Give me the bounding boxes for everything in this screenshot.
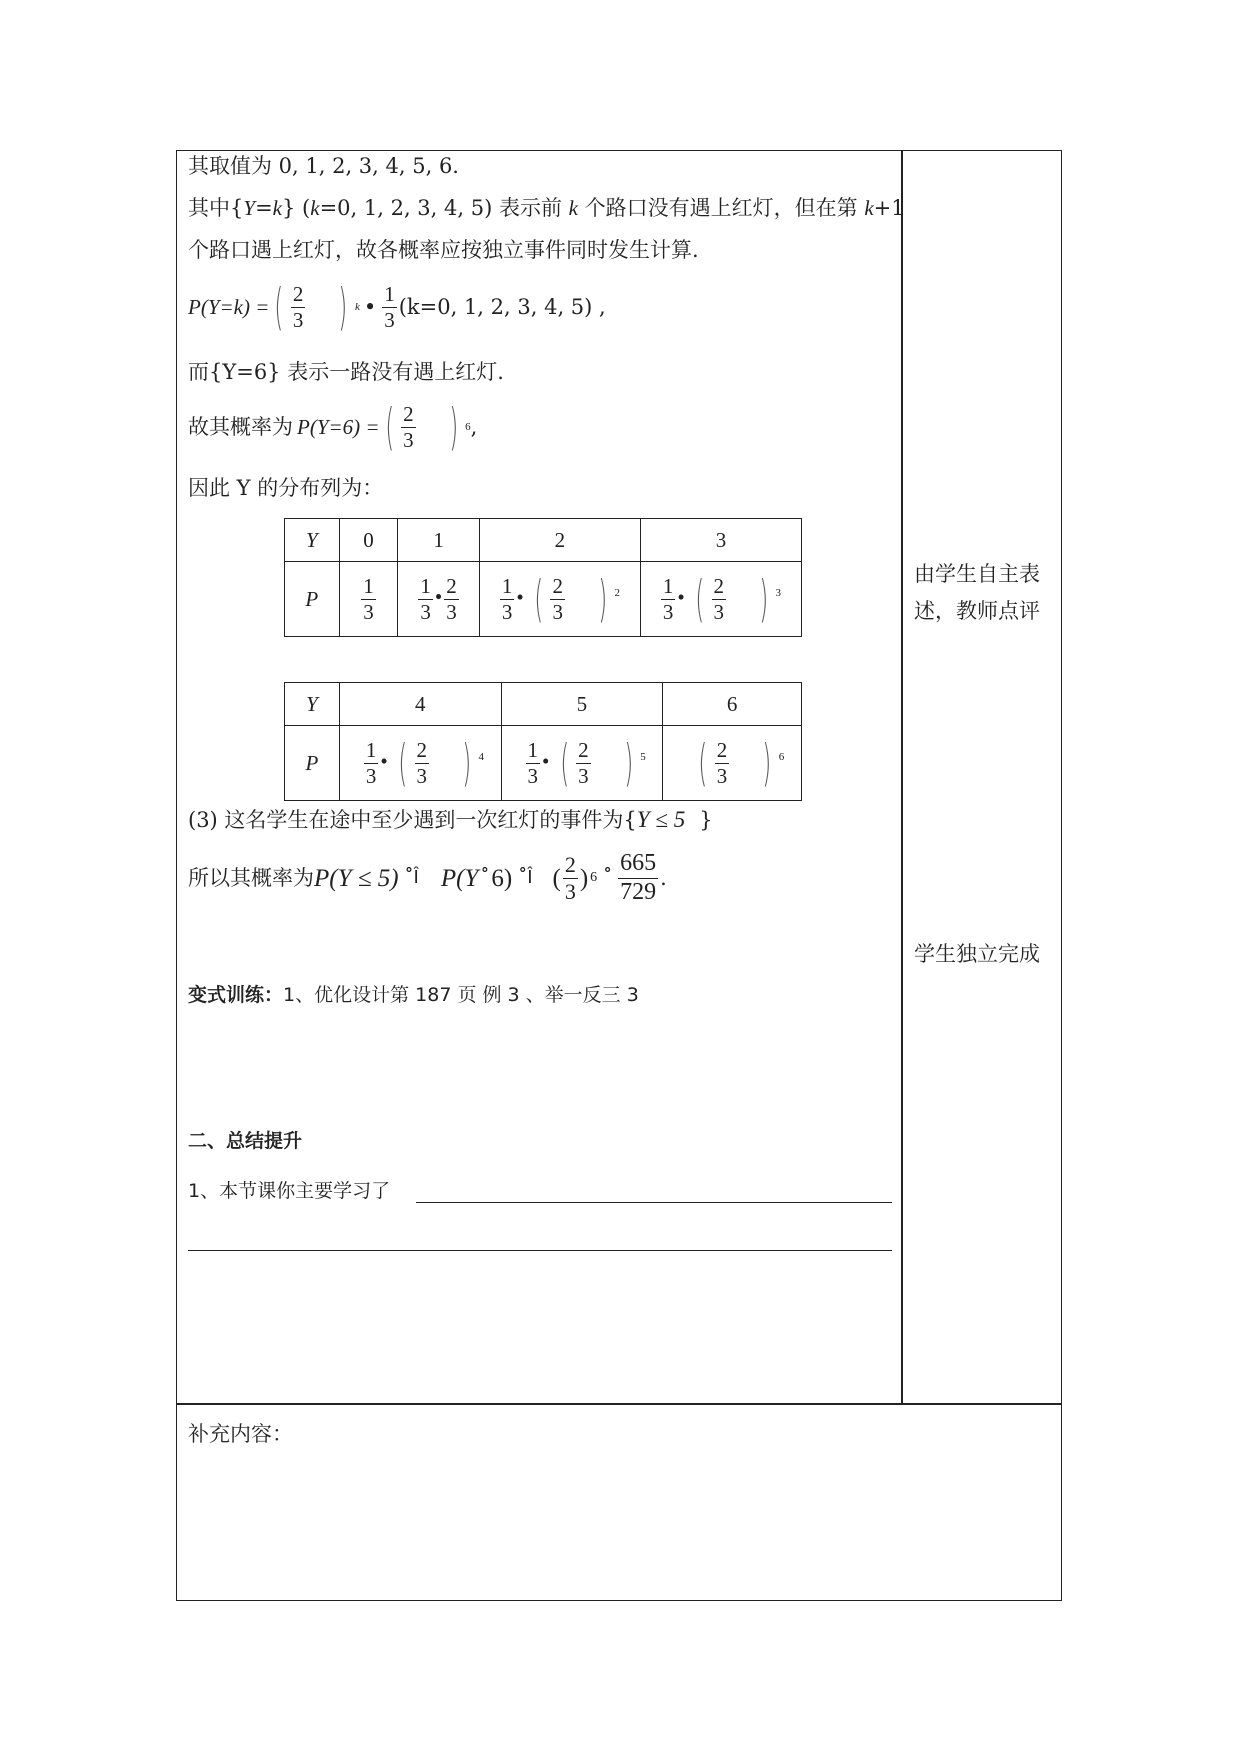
side-note-self-expression: 由学生自主表 述，教师点评 bbox=[914, 562, 1040, 623]
answer-blank-line-2[interactable] bbox=[188, 1250, 892, 1251]
table-header-cell: Y bbox=[285, 519, 340, 562]
table-cell: $\frac{1}{3}$ • ( $\frac{2}{3}$ ) $^2$ bbox=[479, 562, 640, 637]
event-description-line: 其中{Y=k} (k=0, 1, 2, 3, 4, 5) 表示前 k 个路口没有遇上红灯，但在第 k+1 bbox=[188, 196, 905, 220]
distribution-intro-line: 因此 Y 的分布列为： bbox=[188, 476, 384, 500]
complement-probability-line: 所以其概率为 P(Y ≤ 5) ˚̊Î P(Y ˚̊ 6) ˚̊Î ( $\frac{2}{3}$ ) 6 ˚̊ $\frac{665}{729}$ . bbox=[188, 850, 667, 905]
fraction-one-third: $\frac{1}{3}$ bbox=[384, 282, 395, 332]
table-cell: $\frac{1}{3}$ bbox=[339, 562, 398, 637]
table-header-cell: 2 bbox=[479, 519, 640, 562]
answer-blank-line-1[interactable] bbox=[416, 1202, 892, 1203]
table-cell: $\frac{1}{3}$ • ( $\frac{2}{3}$ ) $^5$ bbox=[501, 726, 663, 801]
table-header-cell: 4 bbox=[339, 683, 501, 726]
distribution-table-2 bbox=[284, 682, 802, 801]
table-cell: $\frac{1}{3}$ • ( $\frac{2}{3}$ ) $^4$ bbox=[339, 726, 501, 801]
no-red-light-line: 而{Y=6} 表示一路没有遇上红灯. bbox=[188, 360, 504, 384]
fraction-two-thirds: $\frac{2}{3}$ bbox=[292, 282, 304, 332]
probability-formula-six: 故其概率为 P(Y=6) = ( $\frac{2}{3}$ ) 6 , bbox=[188, 398, 478, 456]
table-cell: $\frac{1}{3}$ • ( $\frac{2}{3}$ ) $^3$ bbox=[640, 562, 801, 637]
supplement-label: 补充内容： bbox=[188, 1422, 293, 1446]
independent-events-line: 个路口遇上红灯，故各概率应按独立事件同时发生计算. bbox=[188, 238, 699, 262]
table-header-cell: 1 bbox=[398, 519, 480, 562]
value-range-line: 其取值为 0, 1, 2, 3, 4, 5, 6. bbox=[188, 154, 459, 178]
table-header-cell: 0 bbox=[339, 519, 398, 562]
side-note-independent: 学生独立完成 bbox=[914, 942, 1040, 966]
table-cell: $\frac{1}{3}$ • $\frac{2}{3}$ bbox=[398, 562, 480, 637]
table-header-cell: 6 bbox=[663, 683, 802, 726]
probability-formula-k: P(Y=k) = ( $\frac{2}{3}$ ) k • $\frac{1}{3}$ (k=0, 1, 2, 3, 4, 5) , bbox=[188, 278, 606, 336]
summary-heading: 二、总结提升 bbox=[188, 1130, 303, 1152]
table-header-cell: 5 bbox=[501, 683, 663, 726]
table-header-cell: Y bbox=[285, 683, 340, 726]
table-p-label: P bbox=[285, 726, 340, 801]
table-cell: ( $\frac{2}{3}$ ) $^6$ bbox=[663, 726, 802, 801]
table-p-label: P bbox=[285, 562, 340, 637]
supplement-divider bbox=[176, 1403, 1062, 1405]
at-least-one-red-line: (3) 这名学生在途中至少遇到一次红灯的事件为{Y ≤ 5 } bbox=[188, 807, 713, 832]
distribution-table-1 bbox=[284, 518, 802, 637]
side-column-divider bbox=[901, 150, 903, 1404]
variant-training-line: 变式训练：1、优化设计第 187 页 例 3 、举一反三 3 bbox=[188, 984, 639, 1006]
table-header-cell: 3 bbox=[640, 519, 801, 562]
summary-question-1: 1、本节课你主要学习了 bbox=[188, 1180, 391, 1202]
